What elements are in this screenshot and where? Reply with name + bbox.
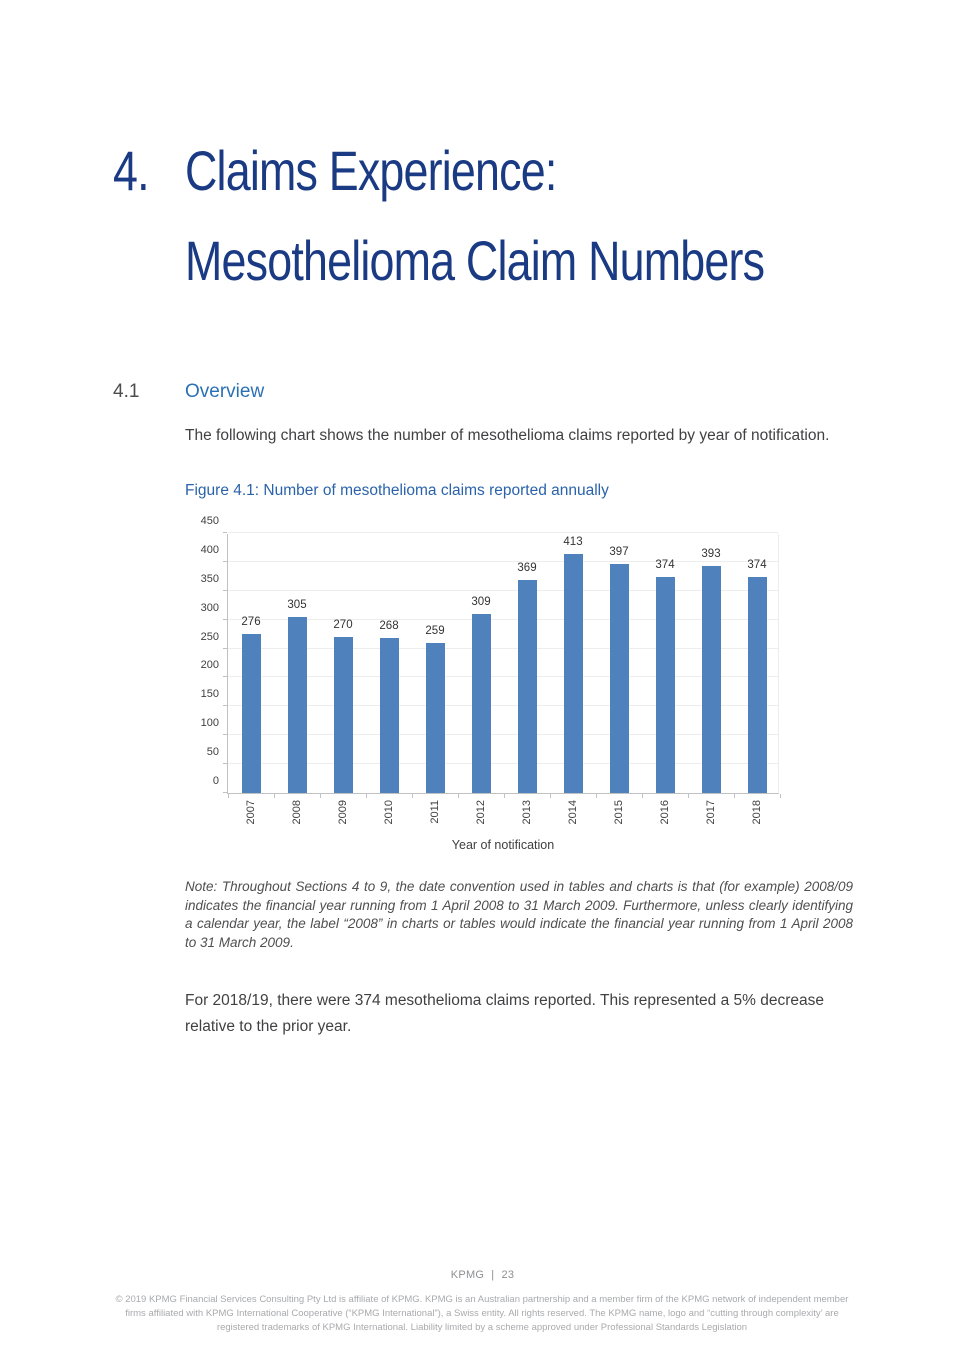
- x-category-label-2009: 2009: [337, 800, 349, 825]
- x-category-label-2014: 2014: [567, 800, 579, 825]
- x-category-label-2010: 2010: [383, 800, 395, 825]
- bar-value-label-2011: 259: [425, 625, 445, 638]
- x-tick-mark: [504, 794, 505, 798]
- y-tick-label-450: 450: [200, 515, 219, 527]
- bar-2016: [656, 577, 675, 793]
- x-category-label-2016: 2016: [659, 800, 671, 825]
- x-category-label-2018: 2018: [751, 800, 763, 825]
- chapter-heading: [113, 126, 801, 305]
- x-category-label-2017: 2017: [705, 800, 717, 825]
- gridline-y-400: [228, 561, 778, 562]
- x-axis-title: Year of notification: [451, 838, 555, 852]
- bar-value-label-2018: 374: [747, 558, 767, 571]
- y-tick-mark: [223, 734, 227, 735]
- bar-value-label-2007: 276: [241, 615, 261, 628]
- y-tick-label-350: 350: [200, 572, 219, 585]
- bar-value-label-2013: 369: [517, 561, 537, 574]
- y-tick-label-0: 0: [212, 775, 219, 787]
- y-tick-label-400: 400: [200, 543, 219, 556]
- bar-2009: [334, 637, 353, 793]
- y-tick-label-50: 50: [206, 746, 219, 759]
- y-tick-mark: [223, 705, 227, 706]
- x-category-label-2013: 2013: [521, 800, 533, 825]
- y-tick-mark: [223, 619, 227, 620]
- x-category-label-2011: 2011: [429, 800, 441, 824]
- bar-2011: [426, 643, 445, 793]
- bar-2012: [472, 614, 491, 793]
- intro-paragraph: The following chart shows the number of mesothelioma claims reported by year of notification.: [185, 427, 830, 444]
- gridline-y-100: [228, 734, 778, 735]
- bar-2018: [748, 577, 767, 793]
- bar-value-label-2009: 270: [333, 619, 353, 631]
- x-category-label-2012: 2012: [475, 800, 487, 825]
- bar-value-label-2015: 397: [609, 545, 629, 558]
- note-paragraph: Note: Throughout Sections 4 to 9, the date convention used in tables and charts is that (for example) 2008/09 indicates the financial year running from 1 April 2008 to 31 March 2009. Furthermore, unless clearly identifying a calendar year, the label “2008” in charts or tables would indicate the financial year running from 1 April 2008 to 31 March 2009.: [185, 879, 853, 950]
- bar-value-label-2017: 393: [701, 547, 721, 560]
- x-tick-mark: [550, 794, 551, 798]
- footer-copyright: © 2019 KPMG Financial Services Consulting Pty Ltd is affiliate of KPMG. KPMG is an Australian partnership and a member firm of the KPMG network of independent member firms affiliated with KPMG International Cooperative (“KPMG International”), a Swiss entity. All rights reserved. The KPMG name, logo and “cutting through complexity’ are registered trademarks of KPMG International. Liability limited by a scheme approved under Professional Standards Legislation: [115, 1294, 849, 1333]
- y-tick-label-200: 200: [200, 659, 219, 672]
- x-tick-mark: [320, 794, 321, 798]
- y-tick-label-100: 100: [200, 717, 219, 730]
- x-tick-mark: [596, 794, 597, 798]
- y-tick-mark: [223, 561, 227, 562]
- footer-brand: KPMG: [450, 1269, 485, 1281]
- bar-value-label-2010: 268: [379, 620, 399, 633]
- gridline-y-450: [228, 532, 778, 533]
- chart-plot-area: [200, 515, 779, 825]
- x-tick-mark: [688, 794, 689, 798]
- y-tick-mark: [223, 792, 227, 793]
- x-tick-mark: [642, 794, 643, 798]
- bar-value-label-2008: 305: [287, 598, 307, 611]
- y-tick-label-300: 300: [200, 601, 219, 614]
- gridline-y-150: [228, 705, 778, 706]
- y-tick-mark: [223, 648, 227, 649]
- section-title: Overview: [185, 381, 265, 402]
- y-tick-mark: [223, 532, 227, 533]
- bar-2013: [518, 580, 537, 793]
- y-tick-mark: [223, 590, 227, 591]
- footer-page-line: [0, 1269, 965, 1281]
- chapter-number: 4.: [113, 139, 149, 202]
- y-tick-mark: [223, 763, 227, 764]
- x-tick-mark: [458, 794, 459, 798]
- x-category-label-2015: 2015: [613, 800, 625, 825]
- gridline-y-300: [228, 619, 778, 620]
- x-tick-mark: [228, 794, 229, 798]
- bar-2014: [564, 554, 583, 793]
- bar-value-label-2012: 309: [471, 596, 491, 609]
- y-tick-label-150: 150: [200, 688, 219, 701]
- gridline-y-50: [228, 763, 778, 764]
- bar-value-label-2016: 374: [655, 558, 675, 571]
- figure-caption: Figure 4.1: Number of mesothelioma claims reported annually: [185, 482, 609, 499]
- y-tick-mark: [223, 676, 227, 677]
- body-paragraph: For 2018/19, there were 374 mesothelioma claims reported. This represented a 5% decrease relative to the prior year.: [185, 992, 825, 1036]
- footer-page-number: 23: [501, 1269, 515, 1281]
- gridline-y-200: [228, 676, 778, 677]
- footer-divider: |: [491, 1269, 495, 1281]
- section-number: 4.1: [113, 381, 140, 402]
- chapter-title: Claims Experience: Mesothelioma Claim Numbers: [185, 139, 765, 292]
- bar-2008: [288, 617, 307, 793]
- bar-2007: [242, 634, 261, 793]
- bar-2010: [380, 638, 399, 793]
- x-category-label-2008: 2008: [291, 800, 303, 825]
- x-category-label-2007: 2007: [245, 800, 257, 825]
- x-tick-mark: [780, 794, 781, 798]
- x-tick-mark: [366, 794, 367, 798]
- bar-2017: [702, 566, 721, 793]
- x-tick-mark: [734, 794, 735, 798]
- bar-chart-figure: [190, 515, 790, 856]
- x-tick-mark: [412, 794, 413, 798]
- gridline-y-350: [228, 590, 778, 591]
- bar-value-label-2014: 413: [563, 536, 583, 549]
- x-tick-mark: [274, 794, 275, 798]
- y-tick-label-250: 250: [200, 630, 219, 643]
- gridline-y-250: [228, 648, 778, 649]
- bar-2015: [610, 564, 629, 793]
